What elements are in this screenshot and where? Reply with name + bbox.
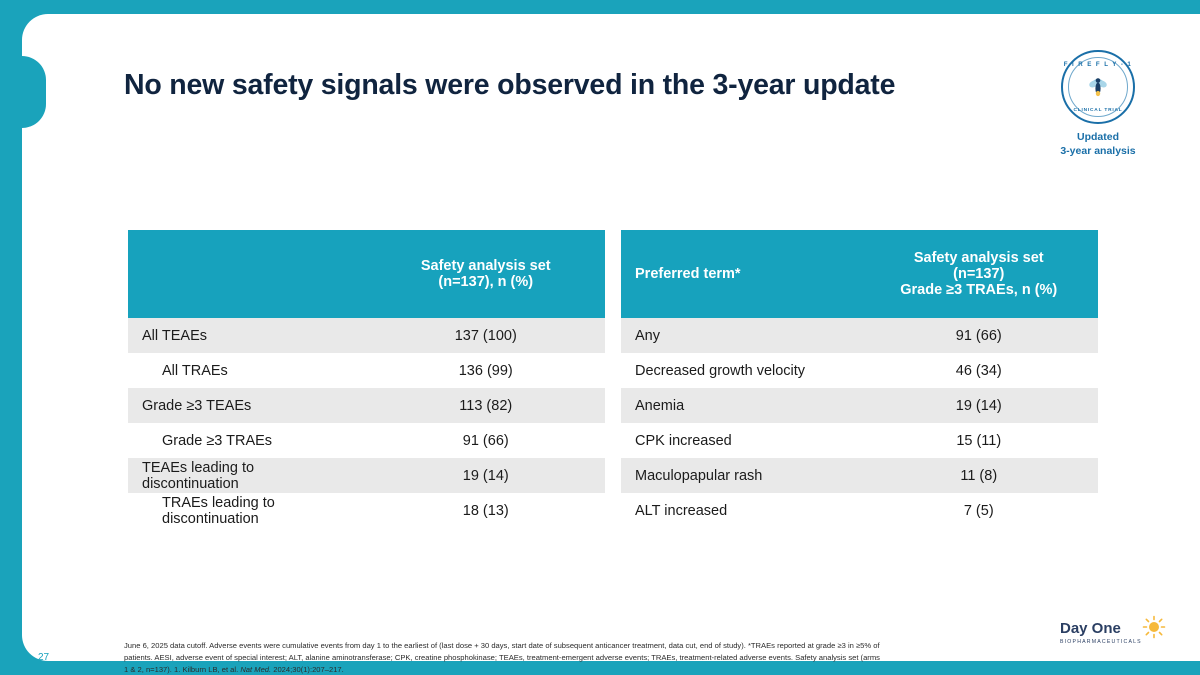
row-value: 91 (66): [367, 423, 606, 458]
page-title: No new safety signals were observed in the 3-year update: [124, 69, 896, 101]
row-value: 113 (82): [367, 388, 606, 423]
row-label: Anemia: [621, 388, 860, 423]
footnote-line-3-pre: 1 & 2, n=137). 1. Kilburn LB, et al.: [124, 664, 241, 674]
grade3-traes-table: [621, 230, 1098, 528]
left-table-header-col2: [367, 230, 606, 318]
row-value: 46 (34): [860, 353, 1099, 388]
right-header-line2: (n=137): [953, 266, 1005, 282]
firefly-badge: [1020, 50, 1176, 158]
footnote-line-3: [124, 664, 1084, 675]
row-label: All TRAEs: [128, 353, 367, 388]
row-value: 7 (5): [860, 493, 1099, 528]
left-edge-notch: [0, 56, 46, 128]
row-value: 15 (11): [860, 423, 1099, 458]
row-value: 11 (8): [860, 458, 1099, 493]
row-label: TRAEs leading to discontinuation: [128, 493, 367, 528]
footnotes: [124, 640, 1084, 675]
table-row: [128, 353, 605, 388]
table-row: [621, 318, 1098, 353]
right-header-line3: Grade ≥3 TRAEs, n (%): [900, 282, 1058, 298]
row-value: 91 (66): [860, 318, 1099, 353]
badge-ring-top-text: F I R E F L Y - 1: [1063, 61, 1133, 68]
row-value: 137 (100): [367, 318, 606, 353]
left-table-header-col1: [128, 230, 367, 318]
firefly-badge-circle: [1061, 50, 1135, 124]
right-header-line1: Safety analysis set: [913, 250, 1044, 266]
row-label: All TEAEs: [128, 318, 367, 353]
sun-icon: [1142, 615, 1166, 639]
footnote-line-1: June 6, 2025 data cutoff. Adverse events were cumulative events from day 1 to the earliest of (last dose + 30 days, start date of subsequent anticancer treatment, data cut, end of study). *TRAEs reported at grade ≥3 in ≥5% of: [124, 641, 880, 650]
footnote-line-3-post: 2024;30(1):207–217.: [271, 664, 344, 674]
row-label: TEAEs leading to discontinuation: [128, 458, 367, 493]
row-value: 19 (14): [367, 458, 606, 493]
table-row: [621, 458, 1098, 493]
company-logo: [1060, 621, 1164, 645]
firefly-icon: [1083, 72, 1113, 102]
left-header-line1: Safety analysis set: [420, 258, 551, 274]
table-row: [128, 493, 605, 528]
table-row: [621, 353, 1098, 388]
table-row: [621, 388, 1098, 423]
footnote-journal: Nat Med.: [240, 664, 272, 674]
row-label: Grade ≥3 TRAEs: [128, 423, 367, 458]
right-table-header-col2: [860, 230, 1099, 318]
table-row: [621, 423, 1098, 458]
table-row: [128, 458, 605, 493]
badge-caption-line1: Updated: [1077, 131, 1119, 143]
table-row: [621, 493, 1098, 528]
row-value: 136 (99): [367, 353, 606, 388]
row-label: ALT increased: [621, 493, 860, 528]
right-table-header-col1: Preferred term*: [621, 230, 860, 318]
tables-container: [128, 230, 1098, 528]
page-number: 27: [38, 652, 50, 663]
table-row: [128, 318, 605, 353]
table-row: [128, 388, 605, 423]
logo-name: Day One: [1060, 620, 1121, 637]
row-value: 19 (14): [860, 388, 1099, 423]
table-row: [128, 423, 605, 458]
row-label: Grade ≥3 TEAEs: [128, 388, 367, 423]
row-label: Maculopapular rash: [621, 458, 860, 493]
table-header-row: [621, 230, 1098, 318]
row-value: 18 (13): [367, 493, 606, 528]
row-label: CPK increased: [621, 423, 860, 458]
row-label: Any: [621, 318, 860, 353]
footnote-line-2: patients. AESI, adverse event of special interest; ALT, alanine aminotransferase; CPK, creatine phosphokinase; TEAEs, treatment-emergent adverse events; TRAEs, treatment-related adverse events. Safety analysis set (arms: [124, 652, 880, 662]
badge-caption-line2: 3-year analysis: [1060, 144, 1136, 157]
table-header-row: [128, 230, 605, 318]
logo-tagline: BIOPHARMACEUTICALS: [1060, 639, 1142, 645]
left-header-line2: (n=137), n (%): [438, 274, 534, 290]
badge-ring-bottom-text: CLINICAL TRIAL: [1073, 108, 1123, 113]
row-label: Decreased growth velocity: [621, 353, 860, 388]
badge-caption: [1020, 131, 1176, 158]
safety-overview-table: [128, 230, 605, 528]
slide-card: [22, 14, 1200, 674]
